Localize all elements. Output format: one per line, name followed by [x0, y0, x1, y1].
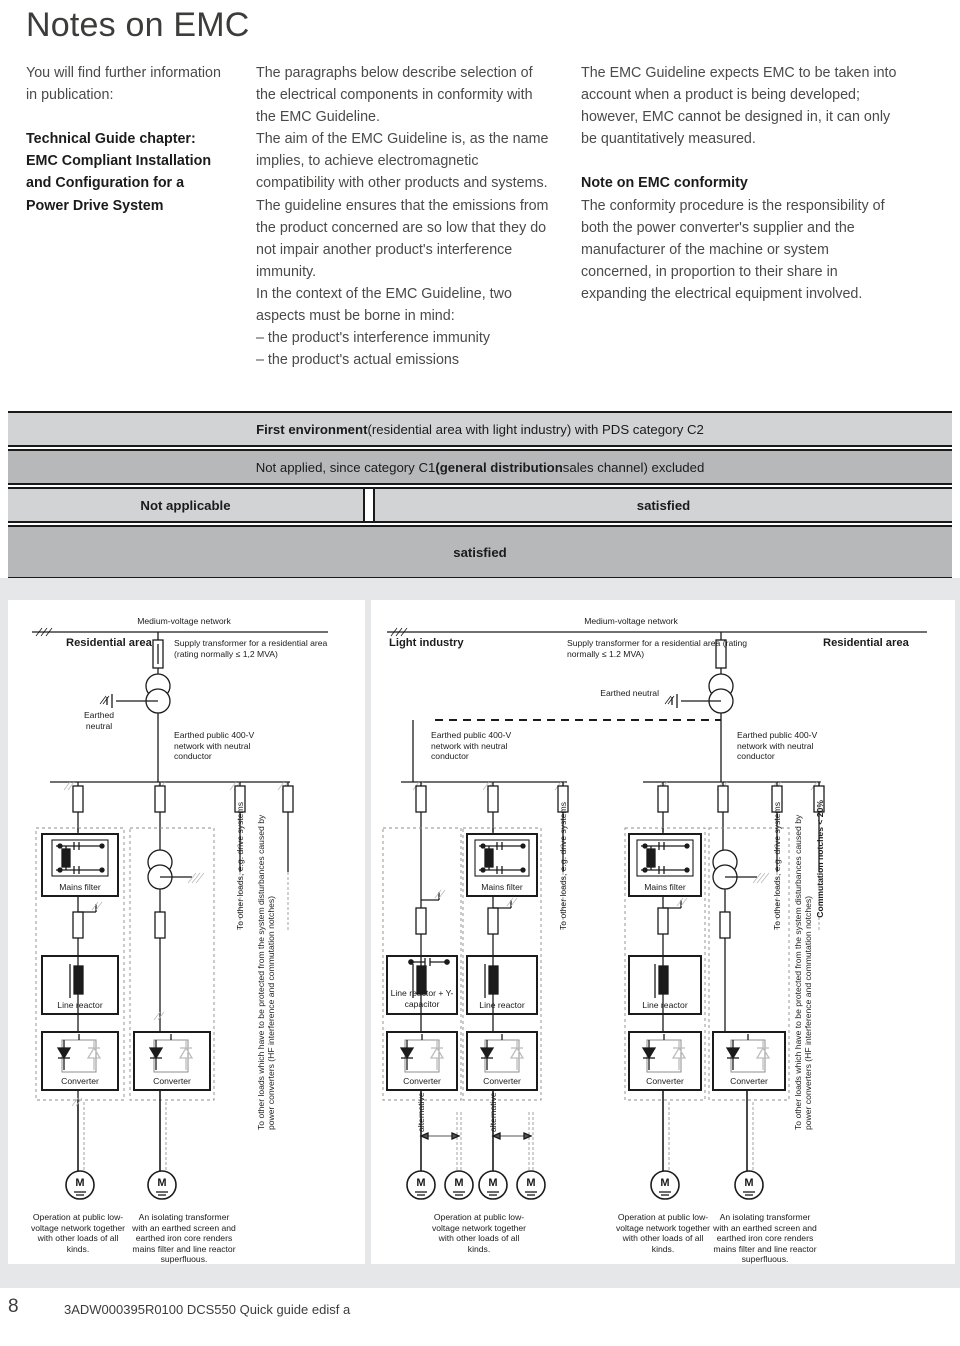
banner-satisfied-label: satisfied: [636, 497, 691, 513]
right-converter-c-label: Converter: [646, 1076, 684, 1086]
right-converter-d-label: Converter: [730, 1076, 768, 1086]
left-converter-2-label: Converter: [153, 1076, 191, 1086]
banner-row-category-cell: [8, 451, 952, 483]
left-line-reactor-label: Line reactor: [57, 1000, 103, 1010]
right-vertical-note-2-text: To other loads which have to be protected from the system disturbances caused by power converters (HF interference and commutation notches): [793, 814, 814, 1130]
banner-row-applicability: [8, 487, 952, 523]
banner-not-applicable-cell: [8, 489, 365, 521]
banner-overall-label: satisfied: [453, 544, 507, 560]
left-lv-network-label: Earthed public 400-V network with neutral conductor: [174, 730, 255, 762]
left-vertical-note-2: [256, 800, 277, 1130]
left-motor-1-label: M: [75, 1177, 85, 1189]
left-transformer-note: Supply transformer for a residential area (rating normally ≤ 1,2 MVA): [174, 638, 328, 659]
right-vertical-note-2: [793, 800, 825, 1130]
middle-paragraph-3: In the context of the EMC Guideline, two aspects must be borne in mind:: [256, 285, 512, 325]
banner-satisfied-cell: [375, 489, 952, 521]
right-paragraph-2: The conformity procedure is the responsibility of both the power converter's supplier and the manufacturer of the machine or system concerned, in proportion to their share in expanding the electrical equipment involved.: [581, 197, 885, 302]
right-paragraph-1: The EMC Guideline expects EMC to be taken into account when a product is being developed; however, EMC cannot be designed in, it can only be quantitatively measured.: [581, 65, 897, 148]
banner-row-overall: [8, 525, 952, 579]
column-middle: [256, 62, 556, 371]
right-transformer-note: Supply transformer for a residential area (rating normally ≤ 1.2 MVA): [567, 638, 748, 659]
banner-category-a: Not applied, since category C1: [255, 459, 436, 475]
banner-row-environment: [8, 411, 952, 447]
right-motor-label-d: M: [526, 1177, 536, 1189]
right-line-reactor-y-capacitor-label: Line reactor + Y-capacitor: [390, 988, 454, 1009]
middle-paragraph-1: The paragraphs below describe selection of the electrical components in conformity with the EMC Guideline.: [256, 65, 533, 126]
right-caption-2: An isolating transformer with an earthed screen and earthed iron core renders mains filter and line reactor superfluous.: [713, 1212, 817, 1265]
left-caption-2: An isolating transformer with an earthed screen and earthed iron core renders mains filter and line reactor superfluous.: [132, 1212, 236, 1265]
left-intro-text: You will find further information in publication:: [26, 65, 221, 104]
left-bold-reference: Technical Guide chapter: EMC Compliant Installation and Configuration for a Power Drive System: [26, 131, 212, 214]
right-caption-1: Operation at public low-voltage network together with other loads of all kinds.: [615, 1212, 711, 1254]
right-mv-network-label: Medium-voltage network: [584, 616, 678, 626]
banner-category-b: sales channel) excluded: [562, 459, 705, 475]
diagram-panel-light-industry: [371, 600, 955, 1264]
right-lv-network-label-mid: Earthed public 400-V network with neutral conductor: [431, 730, 512, 762]
page-title: Notes on EMC: [26, 6, 250, 44]
banner-divider: [365, 489, 375, 521]
right-vertical-note-1: To other loads, e.g. drive systems: [772, 801, 782, 930]
right-commutation-notches-label: Commutation notches < 20%: [814, 800, 825, 918]
left-area-label: Residential area: [66, 637, 152, 649]
banner-not-applicable-label: Not applicable: [140, 497, 231, 513]
right-mains-filter-label-mid: Mains filter: [481, 882, 523, 892]
banner-row-category: [8, 449, 952, 485]
page-footer: [0, 1296, 960, 1336]
residential-schematic-svg: [8, 600, 365, 1264]
left-mains-filter-label: Mains filter: [59, 882, 101, 892]
document-reference: 3ADW000395R0100 DCS550 Quick guide edisf a: [64, 1302, 351, 1317]
left-mv-network-label: Medium-voltage network: [137, 616, 231, 626]
right-motor-label-c: M: [488, 1177, 498, 1189]
left-vertical-note-2-text: To other loads which have to be protected from the system disturbances caused by power converters (HF interference and commutation notches): [256, 814, 277, 1130]
right-converter-b-label: Converter: [483, 1076, 521, 1086]
left-motor-2-label: M: [157, 1177, 167, 1189]
right-converter-a-label: Converter: [403, 1076, 441, 1086]
right-motor-label-a: M: [416, 1177, 426, 1189]
light-industry-schematic-svg: [371, 600, 955, 1264]
right-alternative-label-1: alternative: [416, 1092, 426, 1132]
column-left: [26, 62, 226, 217]
right-mains-filter-label-right: Mains filter: [644, 882, 686, 892]
emc-category-banner: [8, 411, 952, 579]
banner-row-environment-cell: [8, 413, 952, 445]
right-lv-network-label-right: Earthed public 400-V network with neutral conductor: [737, 730, 818, 762]
right-area-label-light-industry: Light industry: [389, 637, 464, 649]
right-heading: Note on EMC conformity: [581, 175, 748, 192]
emc-installation-diagram: [0, 578, 960, 1288]
page-number: 8: [8, 1296, 19, 1317]
middle-bullet-1: – the product's interference immunity: [256, 330, 490, 347]
right-earthed-neutral-label: Earthed neutral: [600, 688, 659, 698]
left-vertical-note-1: To other loads, e.g. drive systems: [235, 801, 245, 930]
right-motor-label-b: M: [454, 1177, 464, 1189]
banner-environment-bold: First environment: [256, 421, 368, 437]
middle-paragraph-2: The aim of the EMC Guideline is, as the name implies, to achieve electromagnetic compatibility with other products and systems. The guideline ensures that the emissions from the product concerned are so low that they do not impair another product's interference immunity.: [256, 131, 549, 280]
right-caption-mid: Operation at public low-voltage network together with other loads of all kinds.: [431, 1212, 527, 1254]
middle-bullet-2: – the product's actual emissions: [256, 352, 459, 369]
right-line-reactor-label-right: Line reactor: [642, 1000, 688, 1010]
banner-category-bold: (general distribution: [435, 459, 563, 475]
right-area-label-residential: Residential area: [823, 637, 909, 649]
left-converter-1-label: Converter: [61, 1076, 99, 1086]
column-right: [581, 62, 901, 305]
right-vertical-note-mid: To other loads, e.g. drive systems: [558, 801, 568, 930]
right-alternative-label-2: alternative: [488, 1092, 498, 1132]
right-line-reactor-label-mid: Line reactor: [479, 1000, 525, 1010]
right-motor-label-f: M: [744, 1177, 754, 1189]
left-earthed-neutral-label: Earthed neutral: [83, 710, 115, 731]
diagram-panel-residential: [8, 600, 365, 1264]
banner-environment-rest: (residential area with light industry) with PDS category C2: [367, 421, 704, 437]
right-motor-label-e: M: [660, 1177, 670, 1189]
left-caption-1: Operation at public low-voltage network together with other loads of all kinds.: [30, 1212, 126, 1254]
